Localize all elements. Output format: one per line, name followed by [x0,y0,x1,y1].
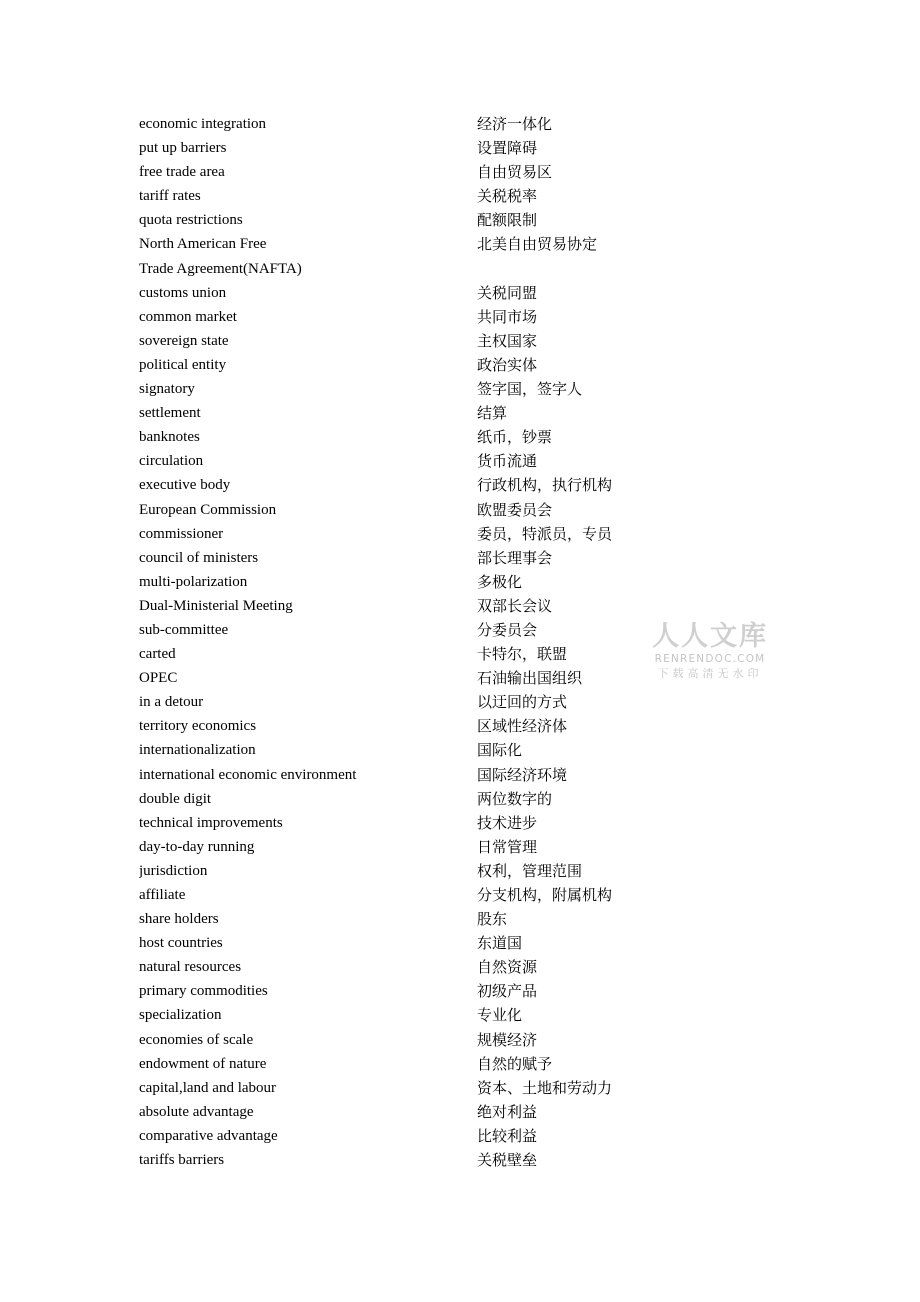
chinese-translation: 两位数字的 [477,789,553,808]
chinese-translation: 设置障碍 [477,139,538,158]
chinese-translation: 双部长会议 [477,596,553,615]
english-term: comparative advantage [139,1127,278,1144]
chinese-translation: 比较利益 [477,1126,538,1145]
chinese-translation: 纸币，钞票 [477,428,553,447]
glossary-row [139,907,699,931]
chinese-translation: 主权国家 [477,331,538,350]
chinese-translation: 东道国 [477,934,523,953]
english-term: tariff rates [139,188,201,205]
chinese-translation: 关税同盟 [477,283,538,302]
glossary-row [139,401,699,425]
glossary-row [139,618,699,642]
chinese-translation: 国际经济环境 [477,765,568,784]
glossary-row [139,136,699,160]
english-term: common market [139,308,237,325]
watermark-title: 人人文库 [652,621,768,652]
glossary-row [139,1124,699,1148]
glossary-row [139,281,699,305]
glossary-row [139,232,699,256]
english-term: sub-committee [139,621,229,638]
chinese-translation: 共同市场 [477,307,538,326]
chinese-translation: 关税壁垒 [477,1151,538,1170]
chinese-translation: 权利，管理范围 [477,861,583,880]
glossary-row [139,570,699,594]
english-term: circulation [139,453,204,470]
glossary-row [139,377,699,401]
glossary-row [139,449,699,473]
chinese-translation: 自由贸易区 [477,163,553,182]
english-term: endowment of nature [139,1055,267,1072]
chinese-translation [477,257,699,281]
chinese-translation: 以迂回的方式 [477,693,568,712]
english-term: tariffs barriers [139,1152,225,1169]
glossary-row [139,1100,699,1124]
glossary-row [139,208,699,232]
chinese-translation: 委员，特派员，专员 [477,524,613,543]
glossary-row [139,1028,699,1052]
glossary-row [139,425,699,449]
chinese-translation: 结算 [477,404,508,423]
glossary-row [139,112,699,136]
chinese-translation: 日常管理 [477,837,538,856]
chinese-translation: 技术进步 [477,813,538,832]
english-term: share holders [139,911,219,928]
chinese-translation: 资本、土地和劳动力 [477,1078,613,1097]
english-term: affiliate [139,887,186,903]
glossary-row [139,184,699,208]
glossary-row [139,835,699,859]
chinese-translation: 规模经济 [477,1030,538,1049]
chinese-translation: 配额限制 [477,211,538,230]
chinese-translation: 专业化 [477,1006,523,1025]
glossary-row [139,1003,699,1027]
chinese-translation: 分委员会 [477,620,538,639]
watermark-url: RENRENDOC.COM [654,653,766,665]
glossary-row [139,473,699,497]
glossary-row [139,257,699,281]
chinese-translation: 初级产品 [477,982,538,1001]
glossary-row [139,353,699,377]
english-term: Dual-Ministerial Meeting [139,597,293,614]
chinese-translation: 欧盟委员会 [477,500,553,519]
english-term: settlement [139,405,201,422]
english-term: North American Free [139,236,267,253]
english-term: OPEC [139,670,178,687]
english-term: absolute advantage [139,1103,254,1120]
chinese-translation: 关税税率 [477,187,538,206]
glossary-row [139,811,699,835]
glossary-row [139,931,699,955]
chinese-translation: 自然的赋予 [477,1054,553,1073]
english-term: internationalization [139,742,256,759]
english-term: political entity [139,356,227,373]
english-term: day-to-day running [139,838,255,855]
glossary-row [139,594,699,618]
chinese-translation: 国际化 [477,741,523,760]
english-term: technical improvements [139,814,283,831]
english-term: territory economics [139,718,257,735]
glossary-row [139,787,699,811]
chinese-translation: 股东 [477,910,508,929]
chinese-translation: 石油输出国组织 [477,669,583,688]
english-term: signatory [139,381,195,398]
glossary-row [139,522,699,546]
english-term: Trade Agreement(NAFTA) [139,260,302,277]
chinese-translation: 北美自由贸易协定 [477,235,598,254]
english-term: European Commission [139,501,277,518]
chinese-translation: 绝对利益 [477,1102,538,1121]
chinese-translation: 行政机构，执行机构 [477,476,613,495]
english-term: multi-polarization [139,573,248,590]
english-term: jurisdiction [139,862,208,879]
glossary-row [139,1052,699,1076]
english-term: host countries [139,935,223,952]
glossary-row [139,714,699,738]
watermark-tagline: 下载高清无水印 [657,667,763,680]
chinese-translation: 经济一体化 [477,115,553,133]
chinese-translation: 货币流通 [477,452,538,471]
english-term: quota restrictions [139,212,243,229]
english-term: capital,land and labour [139,1079,277,1096]
chinese-translation: 分支机构，附属机构 [477,886,613,904]
english-term: specialization [139,1007,222,1024]
english-term: double digit [139,790,212,807]
chinese-translation: 区域性经济体 [477,717,568,736]
glossary-row [139,642,699,666]
english-term: in a detour [139,694,204,711]
chinese-translation: 多极化 [477,572,523,591]
glossary-row [139,883,699,907]
glossary-row [139,1076,699,1100]
chinese-translation: 政治实体 [477,355,538,374]
chinese-translation: 自然资源 [477,958,538,977]
english-term: primary commodities [139,983,268,1000]
glossary-row [139,859,699,883]
glossary-row [139,738,699,762]
glossary-row [139,690,699,714]
glossary-row [139,763,699,787]
english-term: economic integration [139,116,267,132]
english-term: free trade area [139,164,225,181]
english-term: international economic environment [139,766,357,783]
glossary-row [139,160,699,184]
english-term: natural resources [139,959,242,976]
glossary-row [139,305,699,329]
glossary-list [139,112,699,1172]
chinese-translation: 部长理事会 [477,548,553,567]
english-term: sovereign state [139,332,229,349]
english-term: put up barriers [139,140,227,157]
english-term: executive body [139,477,231,494]
english-term: council of ministers [139,549,259,566]
glossary-row [139,498,699,522]
glossary-row [139,329,699,353]
english-term: banknotes [139,429,200,446]
chinese-translation: 卡特尔，联盟 [477,645,568,664]
watermark-logo [646,621,774,682]
glossary-row [139,979,699,1003]
glossary-row [139,546,699,570]
english-term: customs union [139,284,227,301]
english-term: economies of scale [139,1031,254,1048]
chinese-translation: 签字国，签字人 [477,380,583,399]
english-term: carted [139,646,176,663]
glossary-row [139,1148,699,1172]
english-term: commissioner [139,525,224,542]
glossary-row [139,955,699,979]
glossary-row [139,666,699,690]
